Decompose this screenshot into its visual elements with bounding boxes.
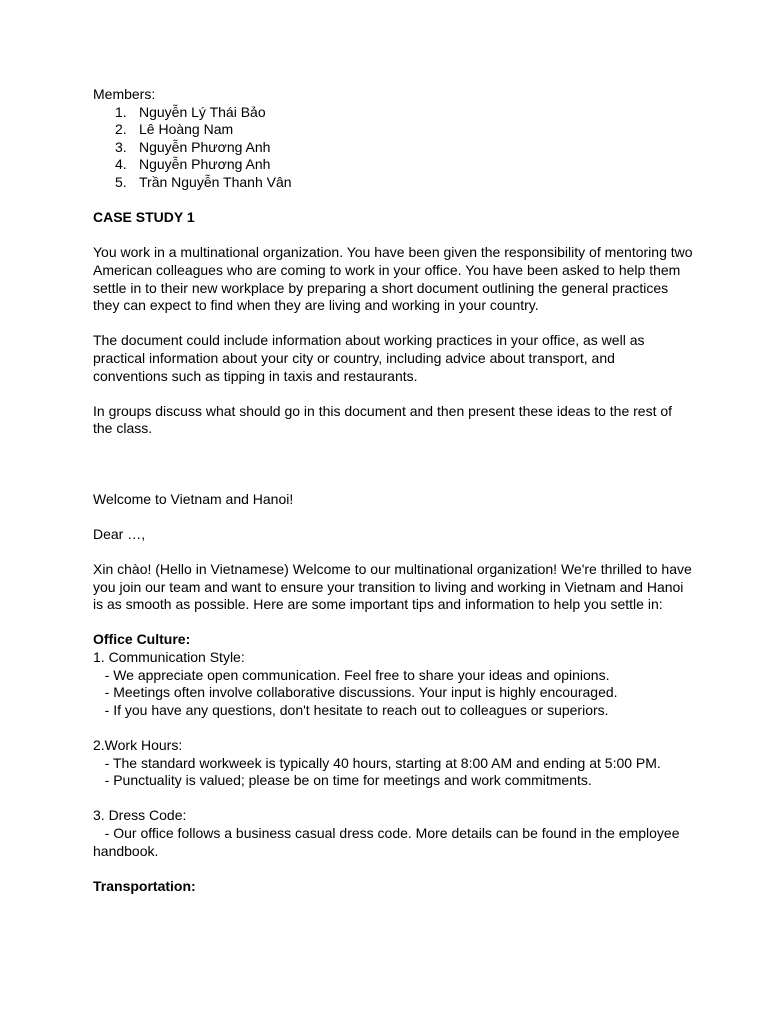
members-label: Members: bbox=[93, 86, 156, 102]
communication-item: - Meetings often involve collaborative discussions. Your input is highly encouraged. bbox=[104, 684, 618, 701]
letter-greeting: Dear …, bbox=[93, 525, 146, 542]
member-item bbox=[93, 104, 693, 122]
document-page bbox=[93, 86, 693, 895]
member-number: 5. bbox=[115, 173, 127, 190]
case-paragraph: In groups discuss what should go in this document and then present these ideas to the rest of the class. bbox=[93, 402, 673, 437]
transportation-heading: Transportation: bbox=[93, 877, 196, 894]
communication-title: 1. Communication Style: bbox=[93, 649, 245, 666]
member-item bbox=[93, 121, 693, 139]
letter-welcome: Welcome to Vietnam and Hanoi! bbox=[93, 490, 294, 507]
case-paragraph: The document could include information about working practices in your office, as well as practical information about your city or country, including advice about transport, and conventions such as tipping in taxis and restaurants. bbox=[93, 332, 645, 384]
member-item bbox=[93, 174, 693, 192]
member-number: 2. bbox=[115, 121, 127, 138]
case-paragraph: You work in a multinational organization. You have been given the responsibility of mentoring two American colleagues who are coming to work in your office. You have been asked to help them settle in to their new workplace by preparing a short document outlining the general practices they can expect to find when they are living and working in your country. bbox=[93, 244, 693, 314]
member-name: Nguyễn Phương Anh bbox=[139, 138, 271, 155]
member-number: 1. bbox=[115, 103, 127, 120]
dress-code-text: - Our office follows a business casual dress code. More details can be found in the employee handbook. bbox=[93, 824, 680, 859]
work-hours-item: - Punctuality is valued; please be on time for meetings and work commitments. bbox=[104, 772, 592, 789]
member-item bbox=[93, 156, 693, 174]
letter-intro: Xin chào! (Hello in Vietnamese) Welcome to our multinational organization! We're thrilled to have you join our team and want to ensure your transition to living and working in Vietnam and Hanoi is as smooth as possible. Here are some important tips and information to help you settle in: bbox=[93, 561, 692, 613]
work-hours-title: 2.Work Hours: bbox=[93, 736, 183, 753]
member-name: Trần Nguyễn Thanh Vân bbox=[139, 173, 292, 190]
communication-item: - If you have any questions, don't hesitate to reach out to colleagues or superiors. bbox=[104, 701, 609, 718]
members-list bbox=[93, 104, 693, 192]
dress-code-title: 3. Dress Code: bbox=[93, 807, 187, 824]
member-number: 3. bbox=[115, 138, 127, 155]
member-number: 4. bbox=[115, 156, 127, 173]
member-name: Lê Hoàng Nam bbox=[139, 121, 234, 138]
communication-item: - We appreciate open communication. Feel free to share your ideas and opinions. bbox=[104, 666, 610, 683]
office-culture-heading: Office Culture: bbox=[93, 631, 191, 648]
work-hours-item: - The standard workweek is typically 40 hours, starting at 8:00 AM and ending at 5:00 PM. bbox=[104, 754, 661, 771]
member-name: Nguyễn Lý Thái Bảo bbox=[139, 103, 266, 120]
case-study-title: CASE STUDY 1 bbox=[93, 209, 195, 226]
member-name: Nguyễn Phương Anh bbox=[139, 156, 271, 173]
member-item bbox=[93, 139, 693, 157]
